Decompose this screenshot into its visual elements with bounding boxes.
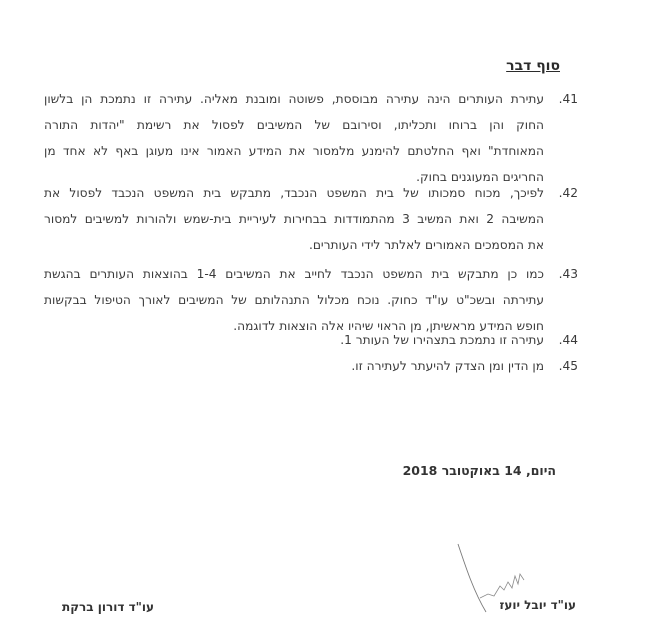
paragraph-line: המשיבה 2 ואת המשיב 3 מהתמודדות בבחירות לעיריית בית-שמש ולהורות למשיבים למסור (44, 212, 545, 226)
paragraph-41 (44, 86, 578, 190)
paragraph-number: 43. (558, 267, 578, 281)
paragraph-line: המאוחדת" ואף החלטתם להימנע מלמסור את המידע האמור אינו מעוגן באף לא אחד מן (44, 144, 544, 158)
paragraph-body (44, 327, 544, 353)
signatory-left: עו"ד דורון ברקת (62, 600, 154, 614)
paragraph-body (44, 86, 544, 190)
paragraph-line: עתירה זו נתמכת בתצהירו של העותר 1. (340, 333, 544, 347)
paragraph-line: מן הדין ומן הצדק להיעתר לעתירה זו. (351, 359, 544, 373)
paragraph-line: החוק והן ברוחו ותכליתו, וסירובם של המשיבים לפסול את רשימת "יהדות התורה (44, 118, 544, 132)
paragraph-line: החריגים המעוגנים בחוק. (416, 170, 544, 184)
paragraph-body (44, 180, 544, 258)
signatory-right: עו"ד יובל יועז (499, 598, 576, 612)
section-heading: סוף דבר (506, 58, 560, 74)
paragraph-42 (44, 180, 578, 258)
paragraph-line: עתירתה ובשכ"ט עו"ד כחוק. נוכח מכלול התנהלותם של המשיבים לאורך הטיפול בבקשות (44, 293, 544, 307)
paragraph-line: כמו כן מתבקש בית המשפט הנכבד לחייב את המשיבים 1-4 בהוצאות העותרים בהגשת (44, 267, 544, 281)
paragraph-line: לפיכך, מכוח סמכותו של בית המשפט הנכבד, מתבקש בית המשפט הנכבד לפסול את (44, 186, 544, 200)
paragraph-number: 45. (558, 359, 578, 373)
paragraph-45 (44, 353, 578, 379)
paragraph-line: עתירת העותרים הינה עתירה מבוססת, פשוטה ומובנת מאליה. עתירה זו נתמכת הן בלשון (44, 92, 544, 106)
paragraph-line: את המסמכים האמורים לאלתר לידי העותרים. (308, 238, 544, 252)
paragraph-number: 44. (558, 333, 578, 347)
paragraph-number: 41. (558, 92, 578, 106)
paragraph-line: חופש המידע מראשיתן, מן הראוי שיהיו אלה הוצאות לדוגמה. (233, 319, 544, 333)
paragraph-number: 42. (558, 186, 578, 200)
paragraph-44 (44, 327, 578, 353)
document-date: היום, 14 באוקטובר 2018 (402, 463, 556, 478)
paragraph-body (44, 353, 544, 379)
